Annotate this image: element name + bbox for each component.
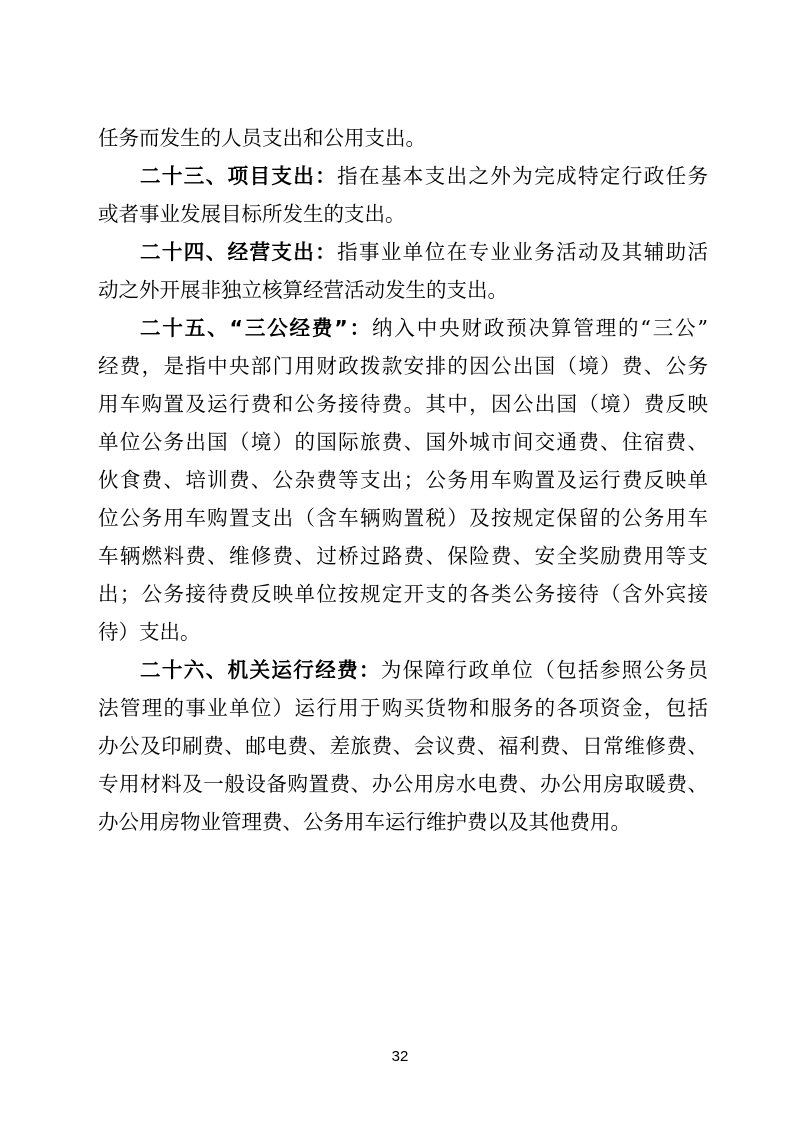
line-text: 位公务用车购置支出（含车辆购置税）及按规定保留的公务用车 (98, 506, 708, 530)
line-text: 伙食费、培训费、公杂费等支出；公务用车购置及运行费反映单 (98, 468, 708, 492)
text-line-5 (98, 276, 708, 304)
text-line-11 (98, 504, 708, 532)
line-text: 待）支出。 (98, 620, 201, 644)
text-line-1 (98, 124, 708, 152)
section-heading-26: 二十六、机关运行经费： (140, 658, 381, 682)
text-line-8 (98, 390, 708, 418)
text-line-14 (98, 618, 708, 646)
text-line-7 (98, 352, 708, 380)
line-text: 纳入中央财政预决算管理的“三公” (372, 316, 708, 340)
text-line-4 (140, 238, 708, 266)
text-line-18 (98, 770, 708, 798)
section-heading-25: 二十五、“三公经费”： (140, 316, 372, 340)
line-text: 法管理的事业单位）运行用于购买货物和服务的各项资金，包括 (98, 696, 708, 720)
text-line-15 (140, 656, 708, 684)
line-text: 指事业单位在专业业务活动及其辅助活 (337, 240, 709, 264)
line-text: 用车购置及运行费和公务接待费。其中，因公出国（境）费反映 (98, 392, 708, 416)
section-heading-23: 二十三、项目支出： (140, 164, 338, 188)
text-line-10 (98, 466, 708, 494)
line-text: 动之外开展非独立核算经营活动发生的支出。 (98, 278, 508, 302)
line-text: 任务而发生的人员支出和公用支出。 (98, 126, 426, 150)
line-text: 办公及印刷费、邮电费、差旅费、会议费、福利费、日常维修费、 (98, 734, 708, 758)
line-text: 办公用房物业管理费、公务用车运行维护费以及其他费用。 (98, 810, 631, 834)
page-number: 32 (391, 1048, 409, 1065)
text-line-6 (140, 314, 708, 342)
text-line-3 (98, 200, 708, 228)
text-line-17 (98, 732, 708, 760)
text-line-16 (98, 694, 708, 722)
line-text: 单位公务出国（境）的国际旅费、国外城市间交通费、住宿费、 (98, 430, 708, 454)
line-text: 或者事业发展目标所发生的支出。 (98, 202, 406, 226)
text-line-19 (98, 808, 708, 836)
text-line-13 (98, 580, 708, 608)
line-text: 经费，是指中央部门用财政拨款安排的因公出国（境）费、公务 (98, 354, 708, 378)
line-text: 车辆燃料费、维修费、过桥过路费、保险费、安全奖励费用等支 (98, 544, 708, 568)
section-heading-24: 二十四、经营支出： (140, 240, 338, 264)
text-line-2 (140, 162, 708, 190)
line-text: 出；公务接待费反映单位按规定开支的各类公务接待（含外宾接 (98, 582, 708, 606)
text-line-12 (98, 542, 708, 570)
text-line-9 (98, 428, 708, 456)
line-text: 指在基本支出之外为完成特定行政任务 (337, 164, 709, 188)
line-text: 为保障行政单位（包括参照公务员 (380, 658, 709, 682)
line-text: 专用材料及一般设备购置费、办公用房水电费、办公用房取暖费、 (98, 772, 708, 796)
